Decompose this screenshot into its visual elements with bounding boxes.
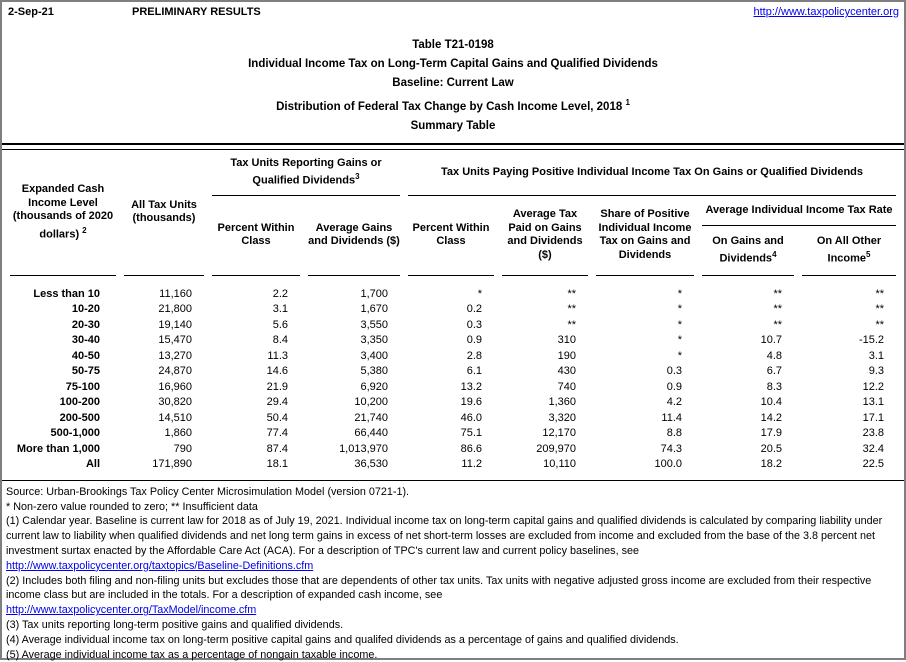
table-cell: 21,740	[354, 411, 388, 424]
table-cell: *	[677, 334, 682, 347]
table-cell: 209,970	[536, 442, 576, 455]
table-row	[10, 364, 896, 380]
table-cell: 10.4	[760, 396, 782, 409]
table-cell: 1,700	[360, 287, 388, 300]
table-row	[10, 395, 896, 411]
table-row	[10, 287, 896, 303]
table-header	[10, 150, 896, 276]
table-cell: 310	[557, 334, 576, 347]
table-cell: 14,510	[158, 411, 192, 424]
table-cell: 21.9	[266, 380, 288, 393]
table-cell: *	[477, 287, 482, 300]
table-cell: 1,013,970	[339, 442, 388, 455]
table-cell: 100.0	[654, 458, 682, 471]
table-cell: 36,530	[354, 458, 388, 471]
table-cell: **	[773, 287, 782, 300]
table-cell: 11.2	[461, 458, 482, 471]
table-cell: 1,360	[548, 396, 576, 409]
table-cell: 19,140	[158, 318, 192, 331]
row-label: 75-100	[65, 380, 100, 393]
table-cell: 6.1	[466, 365, 482, 378]
table-cell: 3,320	[548, 411, 576, 424]
table-cell: 9.3	[868, 365, 885, 378]
row-label: 200-500	[59, 411, 100, 424]
table-body	[10, 276, 896, 473]
group-header-reporting: Tax Units Reporting Gains or Qualified Dividends$^3$	[212, 150, 400, 196]
preliminary-results-label: PRELIMINARY RESULTS	[132, 6, 261, 18]
row-label: 20-30	[71, 318, 100, 331]
table-cell: 86.6	[460, 442, 482, 455]
footnote-text: (2) Includes both filing and non-filing units but excludes those that are dependents of other tax units. Tax units with negative adjusted gross income are excluded from their respective income class but are included in the totals. For a description of expanded cash income, see	[6, 574, 872, 602]
table-cell: 22.5	[862, 458, 885, 471]
table-cell: 11,160	[159, 287, 192, 300]
table-cell: 10,110	[543, 458, 576, 471]
row-label: Less than 10	[33, 287, 100, 300]
table-cell: 19.6	[460, 396, 482, 409]
table-cell: 16,960	[158, 380, 192, 393]
table-cell: *	[677, 318, 682, 331]
footnote-text: (4) Average individual income tax on long-term positive capital gains and qualifed dividends as a percentage of gains and qualified dividends.	[6, 633, 679, 646]
col-header-paying-share: Share of Positive Individual Income Tax on Gains and Dividends	[596, 196, 694, 276]
footnote-line	[6, 485, 900, 500]
row-label: 40-50	[71, 349, 100, 362]
table-cell: 18.2	[760, 458, 782, 471]
table-cell: 2.8	[466, 349, 482, 362]
table-cell: 32.4	[862, 442, 885, 455]
table-cell: 430	[557, 365, 576, 378]
table-cell: 2.2	[272, 287, 288, 300]
table-cell: 3,400	[360, 349, 388, 362]
title-baseline: Baseline: Current Law	[392, 77, 514, 89]
table-cell: 17.9	[760, 427, 782, 440]
table-row	[10, 349, 896, 365]
title-divider-thick	[2, 143, 904, 145]
footnote-text: Source: Urban-Brookings Tax Policy Center Microsimulation Model (version 0721-1).	[6, 485, 410, 498]
table-cell: 3.1	[868, 349, 885, 362]
table-cell: 74.3	[660, 442, 682, 455]
row-label: 50-75	[71, 365, 100, 378]
row-label: 500-1,000	[50, 427, 100, 440]
footnote-line	[6, 633, 900, 648]
subgroup-header-avg-rate: Average Individual Income Tax Rate	[702, 196, 896, 226]
table-cell: 11.4	[661, 411, 682, 424]
table-cell: 0.3	[466, 318, 482, 331]
col-header-rate-gains: On Gains and Dividends$^4$	[702, 226, 794, 276]
table-row	[10, 380, 896, 396]
table-cell: 5,380	[360, 365, 388, 378]
table-cell: 171,890	[152, 458, 192, 471]
footnote-ref-3: 3	[355, 172, 360, 181]
table-cell: 0.3	[666, 365, 682, 378]
col-header-reporting-percent: Percent Within Class	[212, 196, 300, 276]
table-row	[10, 426, 896, 442]
table-cell: 3.1	[272, 303, 288, 316]
row-label: More than 1,000	[16, 442, 100, 455]
table-cell: 15,470	[158, 334, 192, 347]
table-cell: 13,270	[158, 349, 192, 362]
table-cell: 20.5	[760, 442, 782, 455]
table-cell: *	[677, 287, 682, 300]
top-bar	[2, 2, 904, 22]
table-cell: 8.3	[766, 380, 782, 393]
row-label: All	[85, 458, 100, 471]
footnote-line	[6, 500, 900, 515]
footnote-text: (3) Tax units reporting long-term positive gains and qualified dividends.	[6, 619, 344, 631]
table-cell: 13.1	[862, 396, 885, 409]
table-cell: 50.4	[266, 411, 288, 424]
table-cell: 10,200	[354, 396, 388, 409]
table-row	[10, 442, 896, 458]
table-cell: 1,670	[360, 303, 388, 316]
table-cell: 30,820	[158, 396, 192, 409]
site-link[interactable]: http://www.taxpolicycenter.org	[753, 6, 899, 18]
footnote-ref-2: 2	[82, 225, 87, 235]
table-cell: 17.1	[862, 411, 885, 424]
table-cell: 14.6	[266, 365, 288, 378]
col-header-rate-other: On All Other Income$^5$	[802, 226, 896, 276]
row-label: 30-40	[71, 334, 100, 347]
table-cell: **	[567, 303, 576, 316]
table-cell: 12,170	[542, 427, 576, 440]
table-cell: 790	[173, 442, 192, 455]
table-cell: 14.2	[760, 411, 782, 424]
footnote-text: * Non-zero value rounded to zero; ** Insufficient data	[6, 500, 258, 513]
table-cell: 13.2	[460, 380, 482, 393]
table-row	[10, 457, 896, 473]
table-cell: **	[773, 318, 782, 331]
table-cell: 8.4	[272, 334, 288, 347]
table-cell: 21,800	[158, 303, 192, 316]
table-cell: 0.2	[466, 303, 482, 316]
table-cell: 46.0	[460, 411, 482, 424]
table-cell: 4.2	[666, 396, 682, 409]
col-header-all-tax-units: All Tax Units (thousands)	[124, 150, 204, 276]
row-label: 100-200	[59, 396, 100, 409]
table-cell: 12.2	[862, 380, 885, 393]
table-cell: 23.8	[862, 427, 885, 440]
table-cell: 0.9	[666, 380, 682, 393]
table-cell: 24,870	[158, 365, 192, 378]
summary-table	[2, 150, 904, 473]
footnote-text: (5) Average individual income tax as a percentage of nongain taxable income.	[6, 648, 378, 661]
title-block	[2, 36, 904, 136]
col-header-income-level: Expanded Cash Income Level (thousands of 2020 dollars) $^2$	[10, 150, 116, 276]
report-date: 2-Sep-21	[8, 6, 54, 18]
footnote-line	[6, 618, 900, 633]
footnote-ref-5: 5	[866, 250, 871, 259]
table-row	[10, 411, 896, 427]
col-header-paying-avg-tax: Average Tax Paid on Gains and Dividends ($)	[502, 196, 588, 276]
table-cell: 3,550	[360, 318, 388, 331]
table-cell: 740	[557, 380, 576, 393]
table-cell: *	[677, 303, 682, 316]
col-header-reporting-avg: Average Gains and Dividends ($)	[308, 196, 400, 276]
table-cell: 6.7	[766, 365, 782, 378]
table-cell: 10.7	[760, 334, 782, 347]
table-cell: 87.4	[266, 442, 288, 455]
table-cell: **	[567, 318, 576, 331]
table-cell: 190	[557, 349, 576, 362]
table-cell: 0.9	[466, 334, 482, 347]
table-cell: 1,860	[164, 427, 192, 440]
title-main: Individual Income Tax on Long-Term Capital Gains and Qualified Dividends	[248, 58, 658, 70]
title-summary: Summary Table	[410, 119, 496, 132]
table-row	[10, 333, 896, 349]
table-cell: 11.3	[267, 349, 288, 362]
table-row	[10, 318, 896, 334]
group-header-paying: Tax Units Paying Positive Individual Income Tax On Gains or Qualified Dividends	[408, 150, 896, 196]
table-row	[10, 302, 896, 318]
footnote-line	[6, 574, 900, 618]
table-cell: 75.1	[460, 427, 482, 440]
table-cell: 29.4	[266, 396, 288, 409]
table-cell: 3,350	[360, 334, 388, 347]
table-cell: -15.2	[858, 334, 885, 347]
row-label: 10-20	[71, 303, 100, 316]
table-cell: 6,920	[360, 380, 388, 393]
footnote-line	[6, 514, 900, 573]
col-header-paying-percent: Percent Within Class	[408, 196, 494, 276]
table-cell: 4.8	[766, 349, 782, 362]
table-cell: *	[677, 349, 682, 362]
footnote-link[interactable]: http://www.taxpolicycenter.org/TaxModel/income.cfm	[6, 604, 257, 617]
table-cell: **	[875, 318, 885, 331]
title-distribution: Distribution of Federal Tax Change by Cash Income Level, 2018 $^1$	[276, 98, 630, 113]
table-cell: **	[567, 287, 576, 300]
table-cell: **	[875, 287, 885, 300]
footnote-ref-1: 1	[625, 98, 630, 107]
table-cell: 5.6	[272, 318, 288, 331]
footnote-text: (1) Calendar year. Baseline is current law for 2018 as of July 19, 2021. Individual income tax on long-term capital gains and qualified dividends is calculated by comparing liability under current law to liability when qualified dividends and net long term gains in excess of net short-term losses are excluded from income and excluded from the base of the 3.8 percent net investment surtax enacted by the Affordable Care Act (ACA). For a description of TPC's current law and current policy baselines, see	[6, 515, 883, 558]
table-cell: 77.4	[266, 427, 288, 440]
table-number: Table T21-0198	[412, 39, 494, 51]
table-cell: 18.1	[266, 458, 288, 471]
table-cell: 8.8	[666, 427, 682, 440]
table-cell: **	[875, 303, 885, 316]
footnote-link[interactable]: http://www.taxpolicycenter.org/taxtopics/Baseline-Definitions.cfm	[6, 559, 314, 572]
footnotes	[2, 481, 904, 662]
table-cell: 66,440	[354, 427, 388, 440]
footnote-ref-4: 4	[772, 250, 777, 259]
table-cell: **	[773, 303, 782, 316]
